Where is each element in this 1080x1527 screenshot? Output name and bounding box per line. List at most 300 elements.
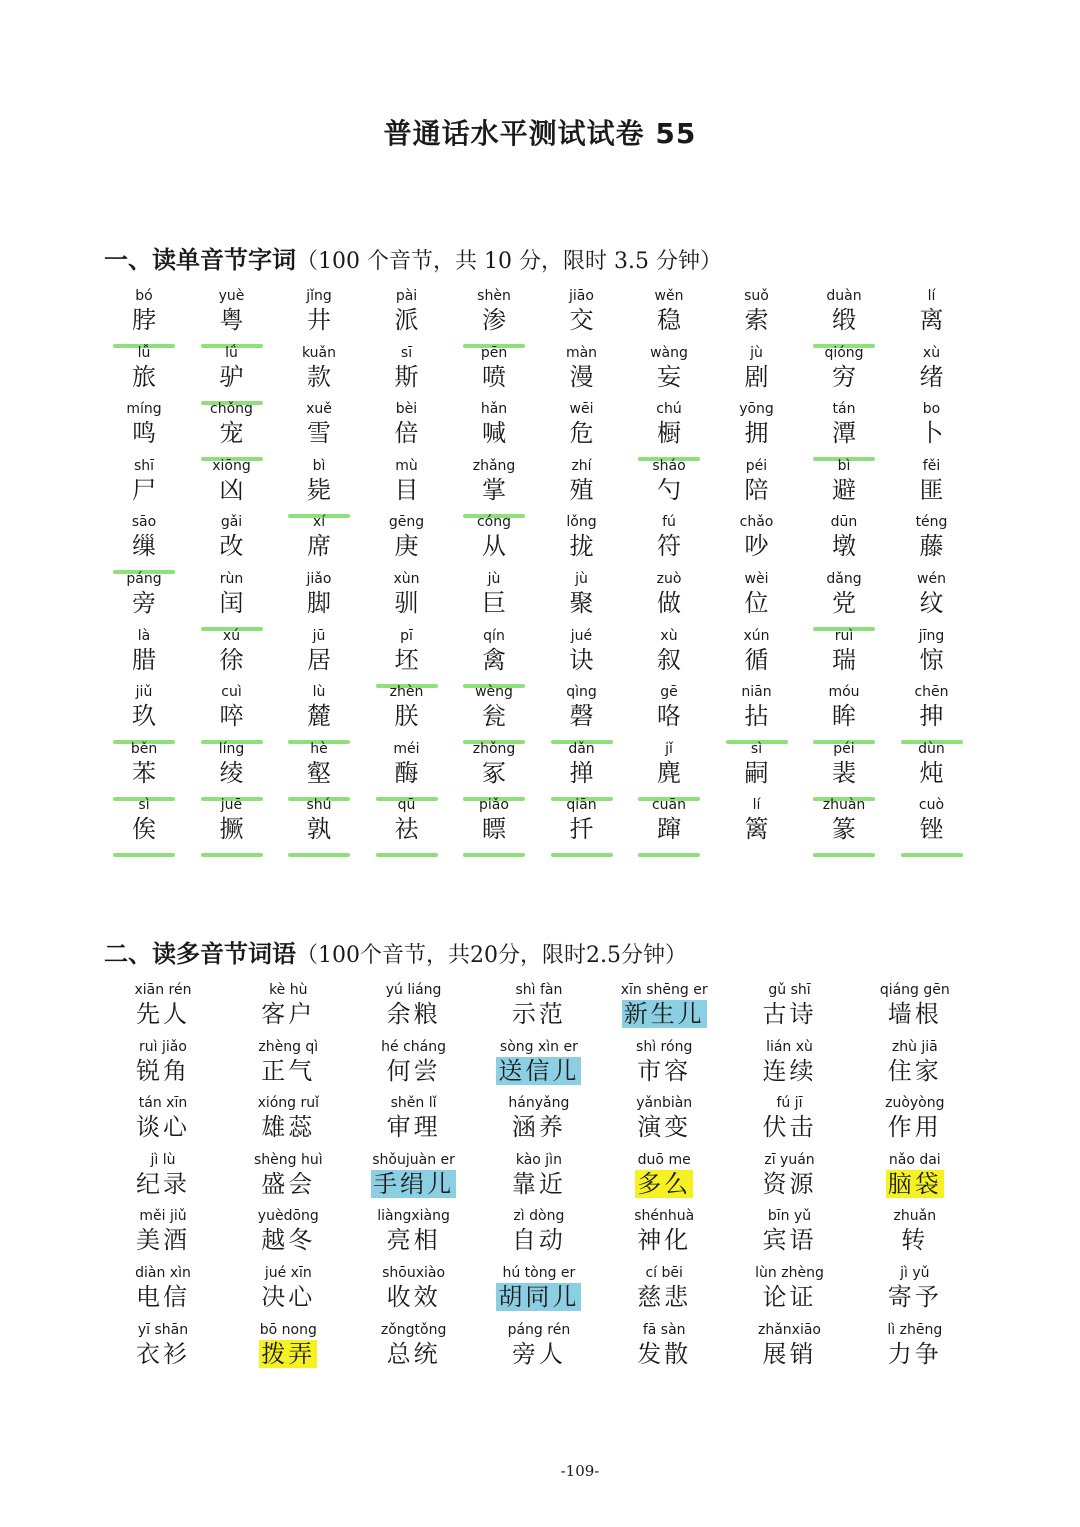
word: 胡同儿 — [498, 1283, 580, 1311]
pinyin: yú liáng — [385, 982, 442, 998]
word-cell — [225, 982, 351, 1039]
char-cell — [275, 514, 363, 571]
hanzi: 咯 — [657, 702, 681, 731]
pinyin: bo — [922, 401, 941, 418]
word-cell — [225, 1152, 351, 1209]
hanzi: 腊 — [132, 645, 156, 674]
pinyin: pēn — [480, 344, 508, 361]
hanzi: 宠 — [219, 419, 244, 448]
pinyin: jīng — [918, 627, 945, 644]
hanzi: 从 — [482, 532, 506, 561]
pinyin: lí — [927, 288, 936, 304]
char-cell — [713, 458, 801, 515]
hanzi: 徐 — [219, 645, 244, 674]
multi-syllable-grid — [100, 982, 980, 1382]
word-cell — [727, 1152, 853, 1209]
hanzi: 稳 — [657, 306, 681, 334]
pinyin: hè — [310, 740, 328, 757]
pinyin: shénhuà — [634, 1208, 695, 1225]
char-cell — [275, 684, 363, 741]
word-cell — [852, 982, 978, 1039]
word-cell — [100, 1208, 226, 1265]
pinyin: shèn — [477, 288, 511, 304]
char-cell — [275, 628, 363, 685]
char-cell — [450, 684, 538, 741]
hanzi: 妄 — [657, 362, 681, 391]
word-cell — [225, 1208, 351, 1265]
char-cell — [538, 514, 626, 571]
char-cell — [363, 571, 451, 628]
word-cell — [351, 982, 477, 1039]
hanzi: 巨 — [482, 589, 506, 617]
pinyin: lǒng — [566, 514, 597, 531]
hanzi: 驯 — [394, 589, 419, 617]
char-cell — [363, 797, 451, 854]
hanzi: 井 — [307, 306, 331, 334]
pinyin: zhǎnxiāo — [758, 1321, 821, 1338]
pinyin: chēn — [914, 684, 949, 701]
pinyin: zuòyòng — [885, 1095, 945, 1112]
pinyin: sī — [400, 344, 413, 361]
hanzi: 旁 — [132, 589, 156, 617]
pinyin: lǘ — [225, 344, 238, 361]
pinyin: cí bēi — [645, 1265, 683, 1281]
pinyin: yī shān — [137, 1321, 189, 1338]
char-cell — [538, 571, 626, 628]
pinyin: kào jìn — [515, 1151, 562, 1168]
char-cell — [800, 684, 888, 741]
pinyin: jué — [570, 627, 593, 644]
pinyin: lùn zhèng — [755, 1265, 824, 1281]
hanzi: 玖 — [132, 702, 156, 731]
pinyin: bīn yǔ — [767, 1208, 812, 1225]
hanzi: 凶 — [219, 475, 244, 504]
char-cell — [888, 741, 976, 798]
underline-mark — [638, 853, 700, 857]
pinyin: xīn shēng er — [620, 982, 708, 998]
char-cell — [625, 684, 713, 741]
word-cell — [351, 1322, 477, 1379]
pinyin: páng — [126, 571, 162, 587]
hanzi: 匪 — [919, 475, 944, 504]
pinyin: qū — [397, 797, 416, 814]
char-cell — [713, 514, 801, 571]
pinyin: yǎnbiàn — [636, 1095, 693, 1112]
char-cell — [363, 628, 451, 685]
char-cell — [888, 345, 976, 402]
hanzi: 索 — [744, 306, 769, 334]
hanzi: 穷 — [832, 362, 856, 391]
word: 发散 — [637, 1339, 692, 1368]
word: 正气 — [261, 1056, 316, 1085]
word: 伏击 — [762, 1113, 817, 1142]
pinyin: liàngxiàng — [377, 1208, 450, 1225]
pinyin: qiáng gēn — [879, 982, 950, 998]
char-cell — [713, 288, 801, 345]
pinyin: péi — [833, 740, 855, 757]
word: 展销 — [762, 1339, 817, 1368]
pinyin: zǒngtǒng — [380, 1321, 447, 1338]
char-cell — [713, 741, 801, 798]
hanzi: 朕 — [394, 702, 419, 731]
pinyin: dūn — [830, 514, 858, 531]
char-cell — [188, 458, 276, 515]
pinyin: dǎng — [826, 571, 862, 587]
char-cell — [275, 345, 363, 402]
pinyin: zhuàn — [822, 797, 866, 814]
hanzi: 离 — [919, 306, 944, 334]
hanzi: 庚 — [394, 532, 419, 561]
hanzi: 脚 — [307, 589, 331, 617]
section1-title: 一、读单音节字词 — [104, 246, 296, 274]
hanzi: 鸣 — [132, 419, 156, 448]
hanzi: 瓮 — [482, 702, 506, 731]
hanzi: 改 — [219, 532, 244, 561]
char-cell — [450, 514, 538, 571]
word: 雄蕊 — [261, 1113, 316, 1142]
underline-mark — [288, 853, 350, 857]
hanzi: 派 — [394, 306, 419, 334]
char-cell — [888, 458, 976, 515]
word-cell — [351, 1039, 477, 1096]
word: 墙根 — [887, 1000, 942, 1028]
pinyin: méi — [393, 740, 420, 757]
word-cell — [727, 982, 853, 1039]
char-cell — [188, 345, 276, 402]
hanzi: 席 — [307, 532, 331, 561]
char-cell — [450, 401, 538, 458]
hanzi: 拢 — [569, 532, 594, 561]
char-cell — [625, 628, 713, 685]
char-cell — [888, 401, 976, 458]
char-cell — [275, 741, 363, 798]
pinyin: hé cháng — [381, 1038, 447, 1055]
pinyin: qín — [483, 627, 505, 644]
hanzi: 篱 — [744, 815, 769, 844]
underline-mark — [901, 853, 963, 857]
word-cell — [476, 982, 602, 1039]
char-cell — [188, 684, 276, 741]
char-cell — [625, 741, 713, 798]
hanzi: 瑞 — [832, 645, 856, 674]
char-cell — [888, 797, 976, 854]
char-cell — [800, 571, 888, 628]
word: 手绢儿 — [373, 1169, 455, 1198]
char-cell — [888, 684, 976, 741]
word-cell — [852, 1095, 978, 1152]
char-cell — [538, 628, 626, 685]
hanzi: 旅 — [132, 362, 156, 391]
word: 演变 — [637, 1113, 692, 1142]
char-cell — [363, 684, 451, 741]
pinyin: shì róng — [636, 1038, 693, 1055]
hanzi: 位 — [744, 589, 769, 617]
char-cell — [275, 458, 363, 515]
word-cell — [476, 1039, 602, 1096]
char-cell — [100, 741, 188, 798]
pinyin: hányǎng — [508, 1095, 570, 1112]
word: 寄予 — [887, 1283, 942, 1311]
word-cell — [476, 1095, 602, 1152]
hanzi: 雪 — [307, 419, 331, 448]
char-cell — [275, 401, 363, 458]
word-cell — [601, 1208, 727, 1265]
hanzi: 缫 — [132, 532, 156, 561]
pinyin: sāo — [131, 514, 157, 531]
hanzi: 做 — [657, 589, 681, 617]
word: 决心 — [261, 1283, 316, 1311]
hanzi: 麂 — [657, 758, 681, 787]
underline-mark — [813, 853, 875, 857]
hanzi: 掌 — [482, 475, 506, 504]
hanzi: 苯 — [132, 758, 156, 787]
char-cell — [450, 628, 538, 685]
pinyin: xù — [660, 627, 678, 644]
word: 靠近 — [511, 1169, 566, 1198]
pinyin: dǎn — [568, 740, 595, 757]
hanzi: 目 — [394, 475, 419, 504]
pinyin: piǎo — [479, 797, 509, 814]
hanzi: 蹿 — [657, 815, 681, 844]
char-cell — [450, 741, 538, 798]
pinyin: lǚ — [137, 344, 151, 361]
hanzi: 藤 — [919, 532, 944, 561]
pinyin: zì dòng — [513, 1208, 565, 1225]
hanzi: 陪 — [744, 475, 769, 504]
pinyin: zhǒng — [472, 740, 516, 757]
pinyin: xún — [743, 627, 770, 644]
hanzi: 缎 — [832, 306, 856, 334]
pinyin: jì yǔ — [900, 1265, 930, 1281]
word: 旁人 — [511, 1339, 566, 1368]
hanzi: 绫 — [219, 758, 244, 787]
word: 新生儿 — [623, 1000, 705, 1028]
hanzi: 倍 — [394, 419, 419, 448]
word-cell — [727, 1039, 853, 1096]
pinyin: jǐ — [665, 740, 673, 757]
word-cell — [225, 1322, 351, 1379]
char-cell — [713, 684, 801, 741]
pinyin: líng — [218, 740, 245, 757]
word-cell — [727, 1095, 853, 1152]
word-cell — [476, 1265, 602, 1322]
pinyin: hú tòng er — [502, 1265, 576, 1281]
word: 收效 — [386, 1283, 441, 1311]
hanzi: 绪 — [919, 362, 944, 391]
pinyin: jù — [575, 571, 588, 587]
word-cell — [225, 1039, 351, 1096]
hanzi: 循 — [744, 645, 769, 674]
word: 神化 — [637, 1226, 692, 1255]
word: 作用 — [887, 1113, 942, 1142]
word: 盛会 — [261, 1169, 316, 1198]
char-cell — [625, 797, 713, 854]
pinyin: zhèn — [389, 684, 424, 701]
underline-mark — [376, 853, 438, 857]
char-cell — [625, 514, 713, 571]
word-cell — [852, 1322, 978, 1379]
char-cell — [800, 514, 888, 571]
pinyin: cóng — [476, 514, 512, 531]
pinyin: péi — [745, 457, 768, 474]
hanzi: 酶 — [394, 758, 419, 787]
underline-mark — [463, 853, 525, 857]
char-cell — [100, 797, 188, 854]
hanzi: 驴 — [219, 362, 244, 391]
char-cell — [538, 684, 626, 741]
char-cell — [713, 345, 801, 402]
hanzi: 漫 — [569, 362, 594, 391]
word-cell — [100, 1265, 226, 1322]
char-cell — [800, 288, 888, 345]
pinyin: suǒ — [744, 288, 769, 304]
hanzi: 孰 — [307, 815, 331, 844]
word-cell — [727, 1322, 853, 1379]
pinyin: sòng xìn er — [499, 1038, 578, 1055]
pinyin: ruì jiǎo — [139, 1038, 187, 1055]
char-cell — [188, 628, 276, 685]
pinyin: hǎn — [480, 401, 508, 418]
hanzi: 诀 — [569, 645, 594, 674]
char-cell — [450, 288, 538, 345]
pinyin: cuò — [918, 797, 945, 814]
pinyin: gǎi — [220, 514, 243, 531]
hanzi: 壑 — [307, 758, 331, 787]
pinyin: wèng — [475, 684, 513, 701]
pinyin: jiǎo — [306, 571, 332, 587]
word: 先人 — [136, 1000, 190, 1028]
word: 美酒 — [136, 1226, 190, 1255]
pinyin: shī — [133, 457, 155, 474]
pinyin: shèng huì — [253, 1151, 323, 1168]
hanzi: 吵 — [744, 532, 769, 561]
word: 客户 — [261, 1000, 316, 1028]
word-cell — [100, 1095, 226, 1152]
section2-note: （100个音节，共20分，限时2.5分钟） — [296, 943, 687, 968]
hanzi: 磬 — [569, 702, 594, 731]
hanzi: 聚 — [569, 589, 594, 617]
word-cell — [351, 1208, 477, 1265]
word: 多么 — [637, 1169, 692, 1198]
char-cell — [713, 797, 801, 854]
word: 送信儿 — [498, 1056, 580, 1085]
hanzi: 毙 — [307, 475, 331, 504]
char-cell — [625, 345, 713, 402]
pinyin: jū — [312, 627, 326, 644]
word-cell — [852, 1152, 978, 1209]
char-cell — [888, 288, 976, 345]
pinyin: wèi — [744, 571, 769, 587]
hanzi: 勺 — [657, 475, 681, 504]
pinyin: bì — [312, 457, 326, 474]
pinyin: bì — [837, 457, 851, 474]
hanzi: 冢 — [482, 758, 506, 787]
char-cell — [538, 401, 626, 458]
char-cell — [363, 458, 451, 515]
word-cell — [476, 1208, 602, 1265]
hanzi: 麓 — [307, 702, 331, 731]
pinyin: juē — [220, 797, 243, 814]
char-cell — [100, 684, 188, 741]
hanzi: 掸 — [569, 758, 594, 787]
hanzi: 喊 — [482, 419, 506, 448]
word-cell — [601, 1152, 727, 1209]
pinyin: xuě — [306, 401, 332, 418]
char-cell — [100, 288, 188, 345]
word: 涵养 — [511, 1113, 566, 1142]
pinyin: bó — [135, 288, 153, 304]
char-cell — [450, 797, 538, 854]
char-cell — [888, 514, 976, 571]
pinyin: bō nong — [259, 1321, 317, 1338]
pinyin: lí — [752, 797, 761, 814]
word: 古诗 — [762, 1000, 817, 1028]
char-cell — [888, 628, 976, 685]
word-cell — [100, 1039, 226, 1096]
section2-heading — [104, 934, 687, 969]
pinyin: yuèdōng — [257, 1208, 319, 1225]
pinyin: gēng — [388, 514, 425, 531]
hanzi: 党 — [832, 589, 856, 617]
hanzi: 渗 — [482, 306, 506, 334]
hanzi: 拥 — [744, 419, 769, 448]
pinyin: zhèng qì — [258, 1038, 319, 1055]
char-cell — [188, 401, 276, 458]
hanzi: 坯 — [394, 645, 419, 674]
hanzi: 殖 — [569, 475, 594, 504]
section1-note: （100 个音节，共 10 分，限时 3.5 分钟） — [296, 249, 722, 274]
pinyin: chǒng — [210, 401, 253, 418]
hanzi: 眸 — [832, 702, 856, 731]
pinyin: fú jī — [776, 1095, 803, 1112]
pinyin: là — [137, 627, 151, 644]
word: 脑袋 — [887, 1169, 942, 1198]
word: 资源 — [762, 1169, 817, 1198]
char-cell — [888, 571, 976, 628]
pinyin: jǐng — [306, 288, 332, 304]
word: 余粮 — [386, 1000, 441, 1028]
hanzi: 篆 — [832, 815, 856, 844]
word-cell — [476, 1152, 602, 1209]
pinyin: xiān rén — [134, 982, 192, 998]
char-cell — [538, 458, 626, 515]
word: 住家 — [887, 1056, 942, 1085]
pinyin: lián xù — [766, 1038, 813, 1055]
hanzi: 剧 — [744, 362, 769, 391]
pinyin: sì — [138, 797, 150, 814]
word-cell — [852, 1265, 978, 1322]
hanzi: 避 — [832, 475, 856, 504]
word-cell — [100, 982, 226, 1039]
word-cell — [351, 1095, 477, 1152]
section2-title: 二、读多音节词语 — [104, 940, 296, 968]
pinyin: xí — [312, 514, 326, 531]
hanzi: 裴 — [832, 758, 856, 787]
hanzi: 纹 — [919, 589, 944, 617]
hanzi: 橱 — [657, 419, 681, 448]
char-cell — [363, 288, 451, 345]
word: 宾语 — [762, 1226, 817, 1255]
word: 越冬 — [261, 1226, 316, 1255]
hanzi: 啐 — [219, 702, 244, 731]
pinyin: shǒujuàn er — [372, 1151, 455, 1168]
word: 审理 — [386, 1113, 441, 1142]
word-cell — [852, 1039, 978, 1096]
char-cell — [188, 571, 276, 628]
pinyin: jiāo — [569, 288, 594, 304]
hanzi: 款 — [307, 362, 331, 391]
char-cell — [713, 571, 801, 628]
